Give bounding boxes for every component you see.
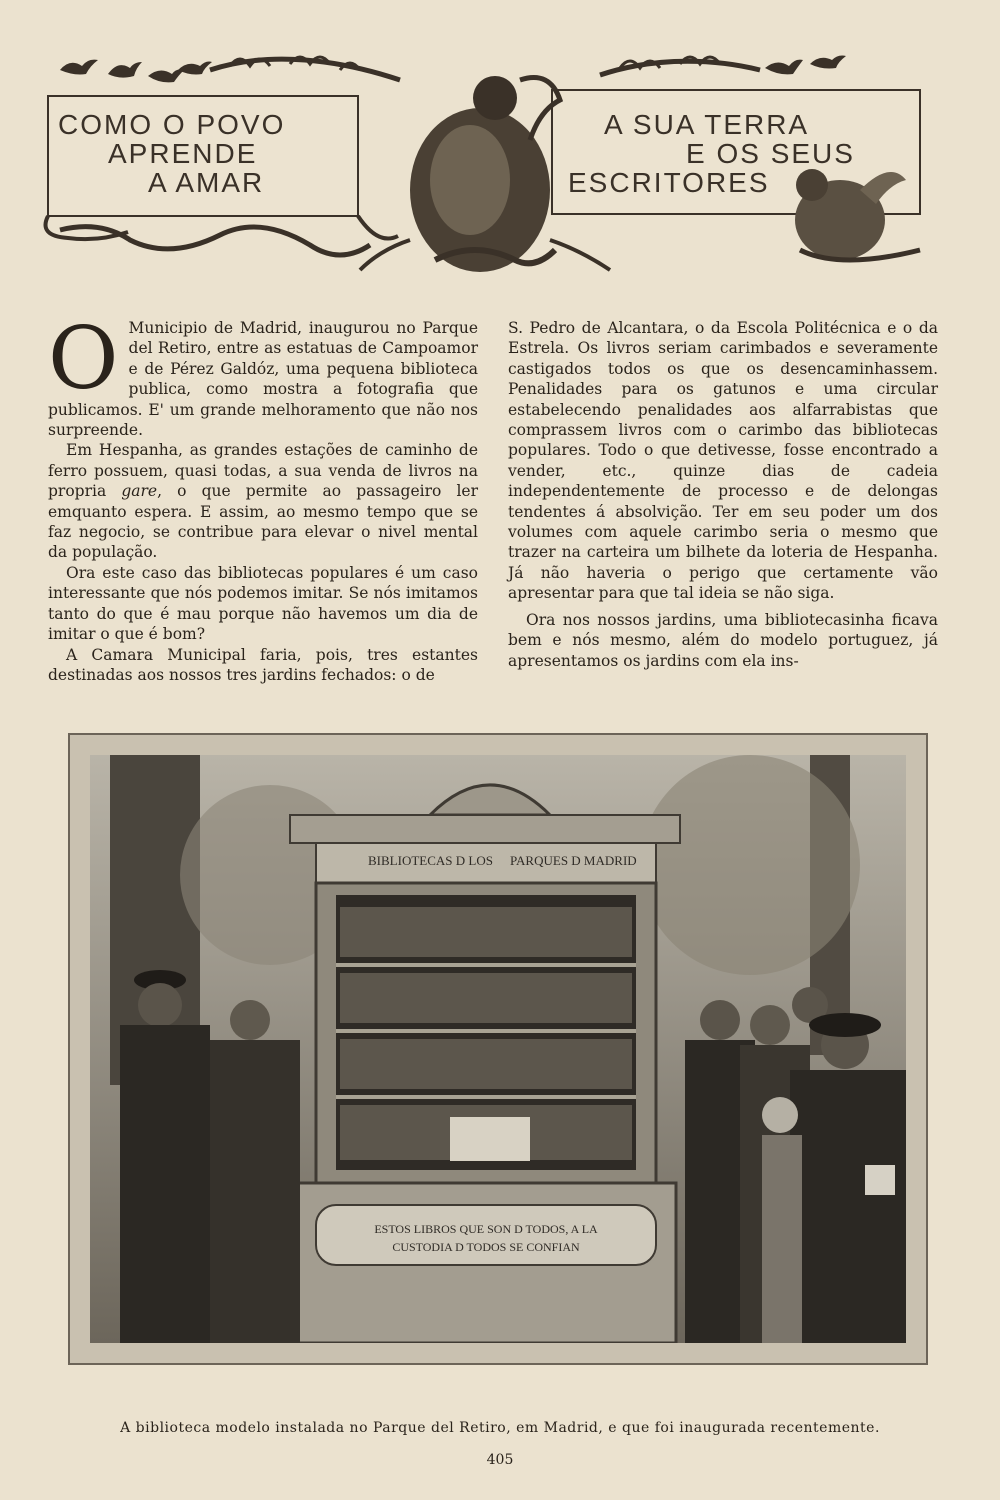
bookcase-sign-left: BIBLIOTECAS D LOS bbox=[368, 853, 493, 868]
header-left-title bbox=[58, 110, 348, 197]
paragraph-2 bbox=[48, 440, 478, 562]
photo-illustration bbox=[90, 755, 906, 1343]
drop-cap: O bbox=[48, 309, 119, 409]
right-title-line-2: E OS SEUS bbox=[686, 138, 855, 169]
photo-caption: A biblioteca modelo instalada no Parque del Retiro, em Madrid, e que foi inaugurada recentemente. bbox=[120, 1420, 880, 1436]
article-column-right bbox=[508, 318, 938, 671]
bookcase-sign-right: PARQUES D MADRID bbox=[510, 853, 637, 868]
page-number: 405 bbox=[486, 1452, 514, 1468]
left-title-line-2: APRENDE bbox=[108, 138, 258, 169]
birds-decoration bbox=[60, 56, 846, 83]
paragraph-1 bbox=[48, 309, 478, 440]
article-column-left bbox=[48, 309, 478, 685]
library-photograph bbox=[90, 755, 906, 1343]
paragraph-2-italic: gare bbox=[121, 482, 158, 501]
bookcase bbox=[290, 785, 680, 1343]
bookcase-plaque-line-1: ESTOS LIBROS QUE SON D TODOS, A LA bbox=[374, 1222, 598, 1236]
paragraph-3: Ora este caso das bibliotecas populares é um caso interessante que nós podemos imitar. Se nós imitamos tanto do que é mau porque não havemos um dia de imitar o que é bom? bbox=[48, 563, 478, 644]
paragraph-2-text-b: , o que permite ao passageiro ler emquanto espera. E assim, ao mesmo tempo que se faz negocio, se contribue para elevar o nivel mental da população. bbox=[48, 482, 478, 562]
decorative-header bbox=[40, 40, 930, 280]
left-title-line-3: A AMAR bbox=[148, 167, 265, 198]
paragraph-5: S. Pedro de Alcantara, o da Escola Politécnica e o da Estrela. Os livros seriam carimbados e severamente castigados todos os que os desencaminhassem. Penalidades para os gatunos e uma circular estabelecendo penalidades aos alfarrabistas que comprassem livros com o carimbo das bibliotecas populares. Todo o que detivesse, fosse encontrado a vender, etc., quinze dias de cadeia independentemente de processo e de delongas tendentes á absolvição. Ter em seu poder um dos volumes com aquele carimbo seria o mesmo que trazer na carteira um bilhete da loteria de Hespanha. Já não haveria o perigo que certamente vão apresentar para que tal ideia se não siga. bbox=[508, 319, 938, 603]
left-title-line-1: COMO O POVO bbox=[58, 109, 286, 140]
photo-frame bbox=[68, 733, 928, 1365]
bookcase-plaque-line-2: CUSTODIA D TODOS SE CONFIAN bbox=[392, 1240, 580, 1254]
paragraph-2-text-a: Em Hespanha, as grandes estações de caminho de ferro possuem, quasi todas, a sua venda de livros na propria bbox=[48, 441, 478, 501]
paragraph-6: Ora nos nossos jardins, uma bibliotecasinha ficava bem e nós mesmo, além do modelo portuguez, já apresentamos os jardins com ela ins- bbox=[508, 610, 938, 670]
right-title-line-1: A SUA TERRA bbox=[604, 109, 810, 140]
paragraph-1-text: Municipio de Madrid, inaugurou no Parque del Retiro, entre as estatuas de Campoamor e de Pérez Galdóz, uma pequena biblioteca publica, como mostra a fotografia que publicamos. E' um grande melhoramento que não nos surpreende. bbox=[48, 319, 478, 440]
paragraph-4: A Camara Municipal faria, pois, tres estantes destinadas aos nossos tres jardins fechados: o de bbox=[48, 645, 478, 684]
right-title-line-3: ESCRITORES bbox=[568, 167, 770, 198]
header-right-title bbox=[568, 110, 888, 197]
